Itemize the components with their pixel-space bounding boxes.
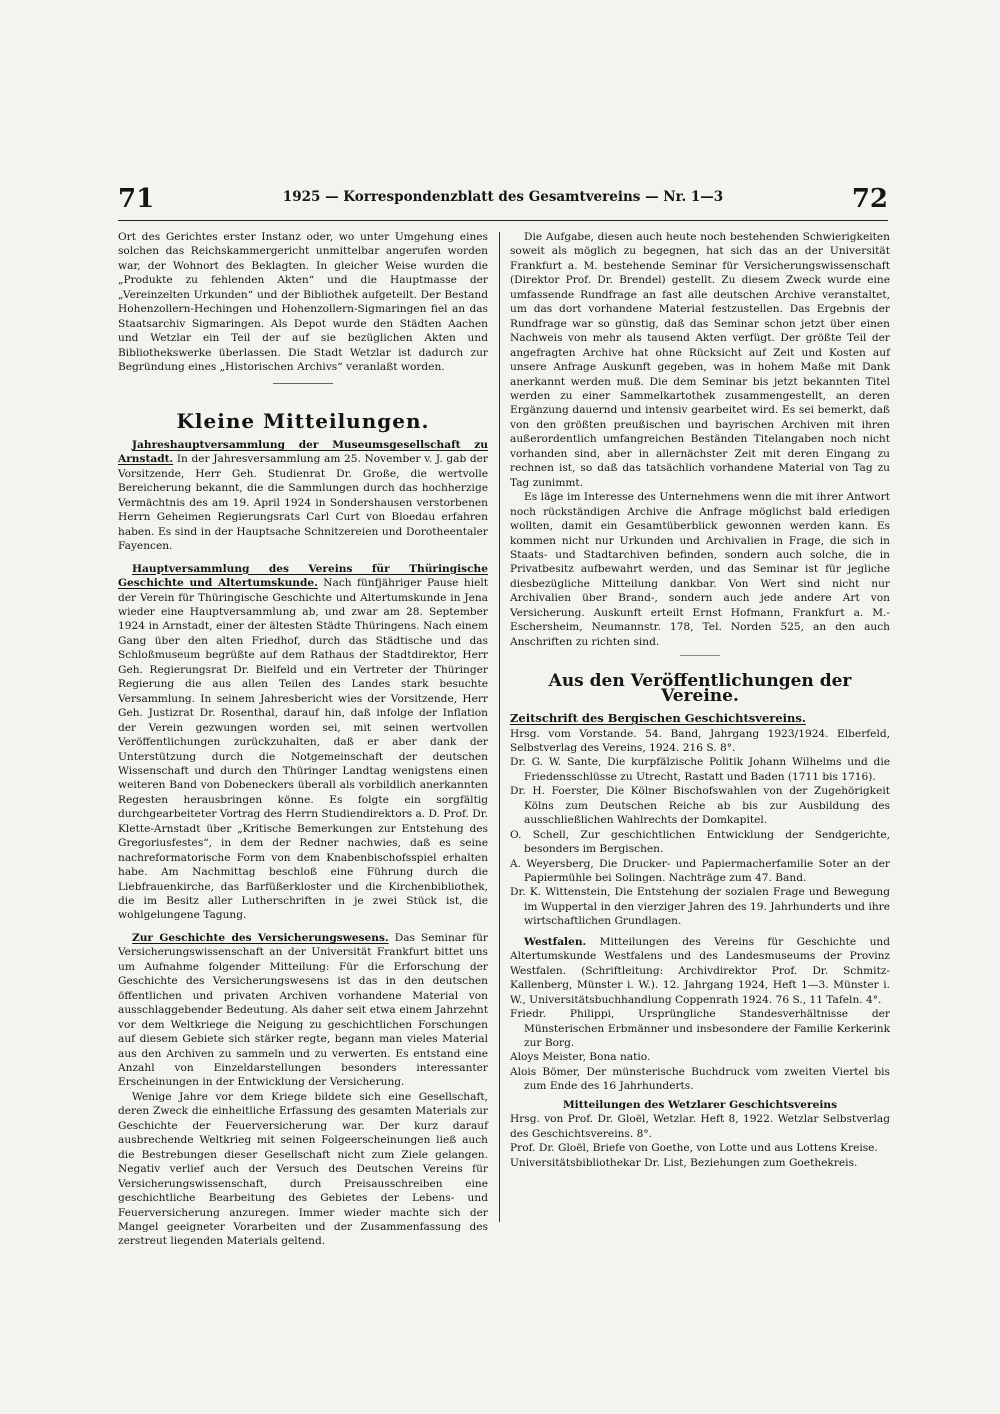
right-column bbox=[510, 230, 890, 1170]
article-entry: A. Weyersberg, Die Drucker- und Papiermacherfamilie Soter an der Papiermühle bei Solingen. Nachträge zum 47. Band. bbox=[510, 857, 890, 885]
running-title: 1925 — Korrespondenzblatt des Gesamtvereins — Nr. 1—3 bbox=[282, 189, 724, 205]
article-entry: Aloys Meister, Bona natio. bbox=[510, 1051, 651, 1064]
seminar-paragraph: Die Aufgabe, diesen auch heute noch bestehenden Schwierigkeiten soweit als möglich zu begegnen, hat sich das an der Universität Frankfurt a. M. bestehende Seminar für Versicherungswissenschaft (Direktor Prof. Dr. Brendel) gestellt. Zu diesem Zweck wurde eine umfassende Rundfrage an fast alle deutschen Archive veranstaltet, um das dort vorhandene Material festzustellen. Das Ergebnis der Rundfrage war so günstig, daß das Seminar schon jetzt über einen Nachweis von mehr als tausend Akten verfügt. Der größte Teil der angefragten Archive hat ohne Rücksicht auf Zeit und Kosten auf unsere Anfrage Auskunft gegeben, was in hohem Maße mit Dank anerkannt werden muß. Die dem Seminar bis jetzt bekannten Titel werden zu einer Sammelkartothek zusammengestellt, an deren Ergänzung dauernd und intensiv gearbeitet wird. Es sei bemerkt, daß von den größten preußischen und bayrischen Archiven mit ihren außerordentlich umfangreichen Beständen Titelangaben noch nicht vorhanden sind, aber in allernächster Zeit mit deren Eingang zu rechnen ist, so daß das tatsächlich vorhandene Material von Tag zu Tag zunimmt. bbox=[510, 231, 890, 489]
item-thueringen bbox=[118, 562, 488, 923]
westfalen-details: Mitteilungen des Vereins für Geschichte und Altertumskunde Westfalens und des Landesmuseums der Provinz Westfalen. (Schriftleitung: Archivdirektor Prof. Dr. Schmitz-Kallenberg, Münster i. W.). 12. Jahrgang 1924, Heft 1—3. Münster i. W., Universitätsbuchhandlung Coppenrath 1924. 76 S., 11 Tafeln. 4°. bbox=[510, 935, 890, 1006]
page-number-left: 71 bbox=[118, 184, 155, 214]
wetzlar-heading: Mitteilungen des Wetzlarer Geschichtsvereins bbox=[562, 1098, 838, 1111]
header-rule bbox=[118, 220, 888, 221]
page-number-right: 72 bbox=[851, 184, 888, 214]
article-entry: Dr. K. Wittenstein, Die Entstehung der sozialen Frage und Bewegung im Wuppertal in den vierziger Jahren des 19. Jahrhunderts und ihre wirtschaftlichen Grundlagen. bbox=[510, 886, 890, 928]
westfalen-block bbox=[510, 935, 890, 1007]
item-versicherungswesen bbox=[118, 931, 488, 1090]
item-heading: Zur Geschichte des Versicherungswesens. bbox=[132, 931, 389, 944]
item-body: Nach fünfjähriger Pause hielt der Verein für Thüringische Geschichte und Altertumskunde in Jena wieder eine Hauptversammlung ab, und zwar am 28. September 1924 in Arnstadt, einer der ältesten Städte Thüringens. Nach einem Gang über den alten Friedhof, durch das Städtische und das Schloßmuseum begrüßte auf dem Rathaus der Stadtdirektor, Herr Geh. Regierungsrat Dr. Bielfeld und ein Vertreter der Thüringer Regierung die aus allen Teilen des Landes stark besuchte Versammlung. In seinem Jahresbericht wies der Vorsitzende, Herr Geh. Justizrat Dr. Rosenthal, darauf hin, daß infolge der Inflation der Verein gezwungen worden sei, mit seinen wertvollen Veröffentlichungen zurückzuhalten, daß er aber dank der Unterstützung durch die Notgemeinschaft der deutschen Wissenschaft und durch den Thüringer Landtag wenigstens einen weiteren Band von Dobeneckers überall als vorbildlich anerkannten Regesten herausbringen könne. Es folgte ein sorgfältig durchgearbeiteter Vortrag des Herrn Studiendirektors a. D. Prof. Dr. Klette-Arnstadt über „Kritische Bemerkungen zur Entstehung des Gregoriusfestes“, in dem der Redner nachwies, daß es seine nachreformatorische Form von dem Knabenbischofsspiel erhalten habe. Am Nachmittag beschloß eine Führung durch die Liebfrauenkirche, das Barfüßerkloster und die Kirchenbibliothek, die im Besitz aller Lutherschriften in je zwei Stück ist, die wohlgelungene Tagung. bbox=[118, 577, 489, 922]
column-divider bbox=[499, 232, 500, 1222]
item-heading: Hauptversammlung des Vereins für Thüringische Geschichte und Altertumskunde. bbox=[118, 562, 488, 590]
article-entry: Dr. H. Foerster, Die Kölner Bischofswahlen von der Zugehörigkeit Kölns zum Deutschen Reiche ab bis zur Ausbildung des ausschließlichen Wahlrechts der Domkapitel. bbox=[510, 785, 890, 827]
separator bbox=[273, 383, 333, 384]
article-entry: Universitätsbibliothekar Dr. List, Beziehungen zum Goethekreis. bbox=[510, 1156, 858, 1169]
item-versicherungswesen-continued: Wenige Jahre vor dem Kriege bildete sich eine Gesellschaft, deren Zweck die einheitliche Erfassung des gesamten Materials zur Geschichte der Feuerversicherung war. Der kurz darauf ausbrechende Weltkrieg mit seinen Folgeerscheinungen ließ auch die Bestrebungen dieser Gesellschaft nicht zum Ziele gelangen. Negativ verlief auch der Versuch des Deutschen Vereins für Versicherungswissenschaft, durch Preisausschreiben eine geschichtliche Bearbeitung des Gebietes der Lebens- und Feuerversicherung anzuregen. Immer wieder machte sich der Mangel geeigneter Vorarbeiten und der Zusammenfassung des zerstreut liegenden Materials geltend. bbox=[118, 1090, 488, 1248]
wetzlar-details: Hrsg. von Prof. Dr. Gloël, Wetzlar. Heft 8, 1922. Wetzlar Selbstverlag des Geschichtsvereins. 8°. bbox=[510, 1113, 890, 1140]
item-body: In der Jahresversammlung am 25. November v. J. gab der Vorsitzende, Herr Geh. Studienrat Dr. Große, die wertvolle Bereicherung bekannt, die die Sammlungen durch das hochherzige Vermächtnis des am 19. April 1924 in Sondershausen verstorbenen Herrn Geheimen Regierungsrats Carl Curt von Bloedau erfahren haben. Es sind in der Hauptsache Schnitzereien und Dorotheentaler Fayencen. bbox=[118, 453, 488, 553]
item-heading: Jahreshauptversammlung der Museumsgesellschaft zu Arnstadt. bbox=[118, 438, 488, 466]
section-title-veroeffentlichungen: Aus den Veröffentlichungen der Vereine. bbox=[548, 671, 852, 706]
westfalen-heading: Westfalen. bbox=[524, 935, 587, 948]
zeitschrift-details: Hrsg. vom Vorstande. 54. Band, Jahrgang 1923/1924. Elberfeld, Selbstverlag des Vereins, 1924. 216 S. 8°. bbox=[510, 727, 890, 754]
intro-paragraph: Ort des Gerichtes erster Instanz oder, wo unter Umgehung eines solchen das Reichskammergericht unmittelbar angerufen worden war, der Wohnort des Beklagten. In gleicher Weise wurden die „Produkte zu fehlenden Akten“ und die Hauptmasse der „Vereinzelten Urkunden“ und der Bibliothek aufgeteilt. Der Bestand Hohenzollern-Hechingen und Hohenzollern-Sigmaringen fiel an das Staatsarchiv Sigmaringen. Als Depot wurde den Städten Aachen und Wetzlar ein Teil der auf sie bezüglichen Akten und Bibliothekswerke überlassen. Die Stadt Wetzlar ist dadurch zur Begründung eines „Historischen Archivs“ veranlaßt worden. bbox=[118, 231, 488, 374]
article-entry: Friedr. Philippi, Ursprüngliche Standesverhältnisse der Münsterischen Erbmänner und insbesondere der Familie Kerkerink zur Borg. bbox=[510, 1008, 890, 1050]
left-column bbox=[118, 230, 488, 1249]
seminar-paragraph-2: Es läge im Interesse des Unternehmens wenn die mit ihrer Antwort noch rückständigen Archive die Anfrage möglichst bald erledigen wollten, damit ein Gesamtüberblick gewonnen werden kann. Es kommen nicht nur Urkunden und Archivalien in Frage, die sich in Staats- und Stadtarchiven befinden, sondern auch solche, die in Privatbesitz aufbewahrt werden, und das Seminar ist für jegliche diesbezügliche Mitteilung dankbar. Von Wert sind nicht nur Archivalien über Brand-, sondern auch jede andere Art von Versicherung. Auskunft erteilt Ernst Hofmann, Frankfurt a. M.-Eschersheim, Neumannstr. 178, Tel. Norden 525, an den auch Anschriften zu richten sind. bbox=[510, 491, 890, 648]
separator bbox=[680, 655, 720, 656]
zeitschrift-heading: Zeitschrift des Bergischen Geschichtsvereins. bbox=[510, 711, 806, 726]
section-title-kleine-mitteilungen: Kleine Mitteilungen. bbox=[176, 408, 430, 433]
article-entry: Prof. Dr. Gloël, Briefe von Goethe, von Lotte und aus Lottens Kreise. bbox=[510, 1142, 878, 1155]
article-entry: Dr. G. W. Sante, Die kurpfälzische Politik Johann Wilhelms und die Friedensschlüsse zu Utrecht, Rastatt und Baden (1711 bis 1716). bbox=[510, 756, 890, 783]
item-body: Das Seminar für Versicherungswissenschaft an der Universität Frankfurt bittet uns um Aufnahme folgender Mitteilung: Für die Erforschung der Geschichte des Versicherungswesens ist das in den deutschen öffentlichen und privaten Archiven vorhandene Material von ausschlaggebender Bedeutung. Als daher seit etwa einem Jahrzehnt vor dem Weltkriege die Neigung zu geschichtlichen Forschungen auf diesem Gebiete sich stärker regte, begann man vieles Material aus den Archiven zu sammeln und zu verwerten. Es entstand eine Anzahl von Einzeldarstellungen besonders interessanter Erscheinungen in der Entwicklung der Versicherung. bbox=[118, 931, 488, 1089]
article-entry: O. Schell, Zur geschichtlichen Entwicklung der Sendgerichte, besonders im Bergischen. bbox=[510, 828, 890, 856]
page-header bbox=[118, 184, 888, 218]
article-entry: Alois Bömer, Der münsterische Buchdruck vom zweiten Viertel bis zum Ende des 16 Jahrhunderts. bbox=[510, 1065, 890, 1093]
item-museumsgesellschaft bbox=[118, 438, 488, 554]
